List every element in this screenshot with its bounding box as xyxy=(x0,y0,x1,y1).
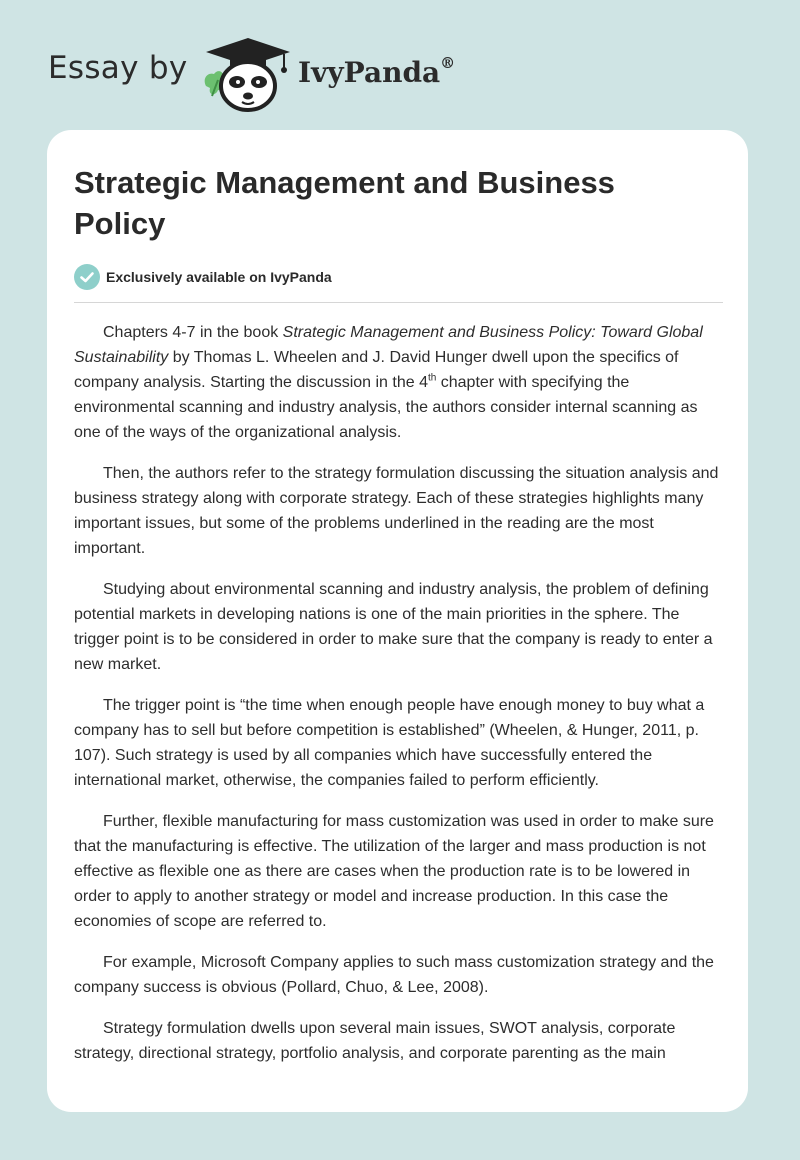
site-header xyxy=(48,30,748,110)
article-title: Strategic Management and Business Policy xyxy=(74,165,615,241)
book-title: Strategic Management and Business Policy: Toward Global Sustainability xyxy=(74,324,703,366)
essay-by-label: Essay by xyxy=(48,50,188,86)
paragraph-5: Further, flexible manufacturing for mass customization was used in order to make sure that the manufacturing is effective. The utilization of the larger and mass production is not effective as flexible one as there are cases when the production rate is to be lowered in order to apply to another strategy or model and increase production. In this case the economies of scope are referred to. xyxy=(74,813,714,930)
paragraph-4: The trigger point is “the time when enough people have enough money to buy what a company has to sell but before competition is established” (Wheelen, & Hunger, 2011, p. 107). Such strategy is used by all companies which have successfully entered the international market, otherwise, the companies failed to perform efficiently. xyxy=(74,697,705,789)
paragraph-7: Strategy formulation dwells upon several main issues, SWOT analysis, corporate strategy, directional strategy, portfolio analysis, and corporate parenting as the main xyxy=(74,1020,676,1062)
article-body xyxy=(74,320,725,1082)
article-card xyxy=(47,130,748,1112)
paragraph-1: Chapters 4-7 in the book Strategic Management and Business Policy: Toward Global Sustainability by Thomas L. Wheelen and J. David Hunger dwell upon the specifics of company analysis. Starting the discussion in the 4th chapter with specifying the environmental scanning and industry analysis, the authors consider internal scanning as one of the ways of the organizational analysis. xyxy=(74,324,703,441)
paragraph-3: Studying about environmental scanning and industry analysis, the problem of defining potential markets in developing nations is one of the main priorities in the sphere. The trigger point is to be considered in order to make sure that the company is ready to enter a new market. xyxy=(74,581,713,673)
brand-name[interactable]: IvyPanda® xyxy=(298,53,456,89)
divider xyxy=(74,302,723,303)
exclusive-badge xyxy=(74,264,332,290)
check-circle-icon xyxy=(74,264,100,290)
panda-graduate-icon[interactable] xyxy=(200,34,296,114)
paragraph-2: Then, the authors refer to the strategy formulation discussing the situation analysis and business strategy along with corporate strategy. Each of these strategies highlights many important issues, but some of the problems underlined in the reading are the most important. xyxy=(74,465,719,557)
exclusive-badge-label: Exclusively available on IvyPanda xyxy=(106,269,332,285)
paragraph-6: For example, Microsoft Company applies to such mass customization strategy and the company success is obvious (Pollard, Chuo, & Lee, 2008). xyxy=(74,954,714,996)
